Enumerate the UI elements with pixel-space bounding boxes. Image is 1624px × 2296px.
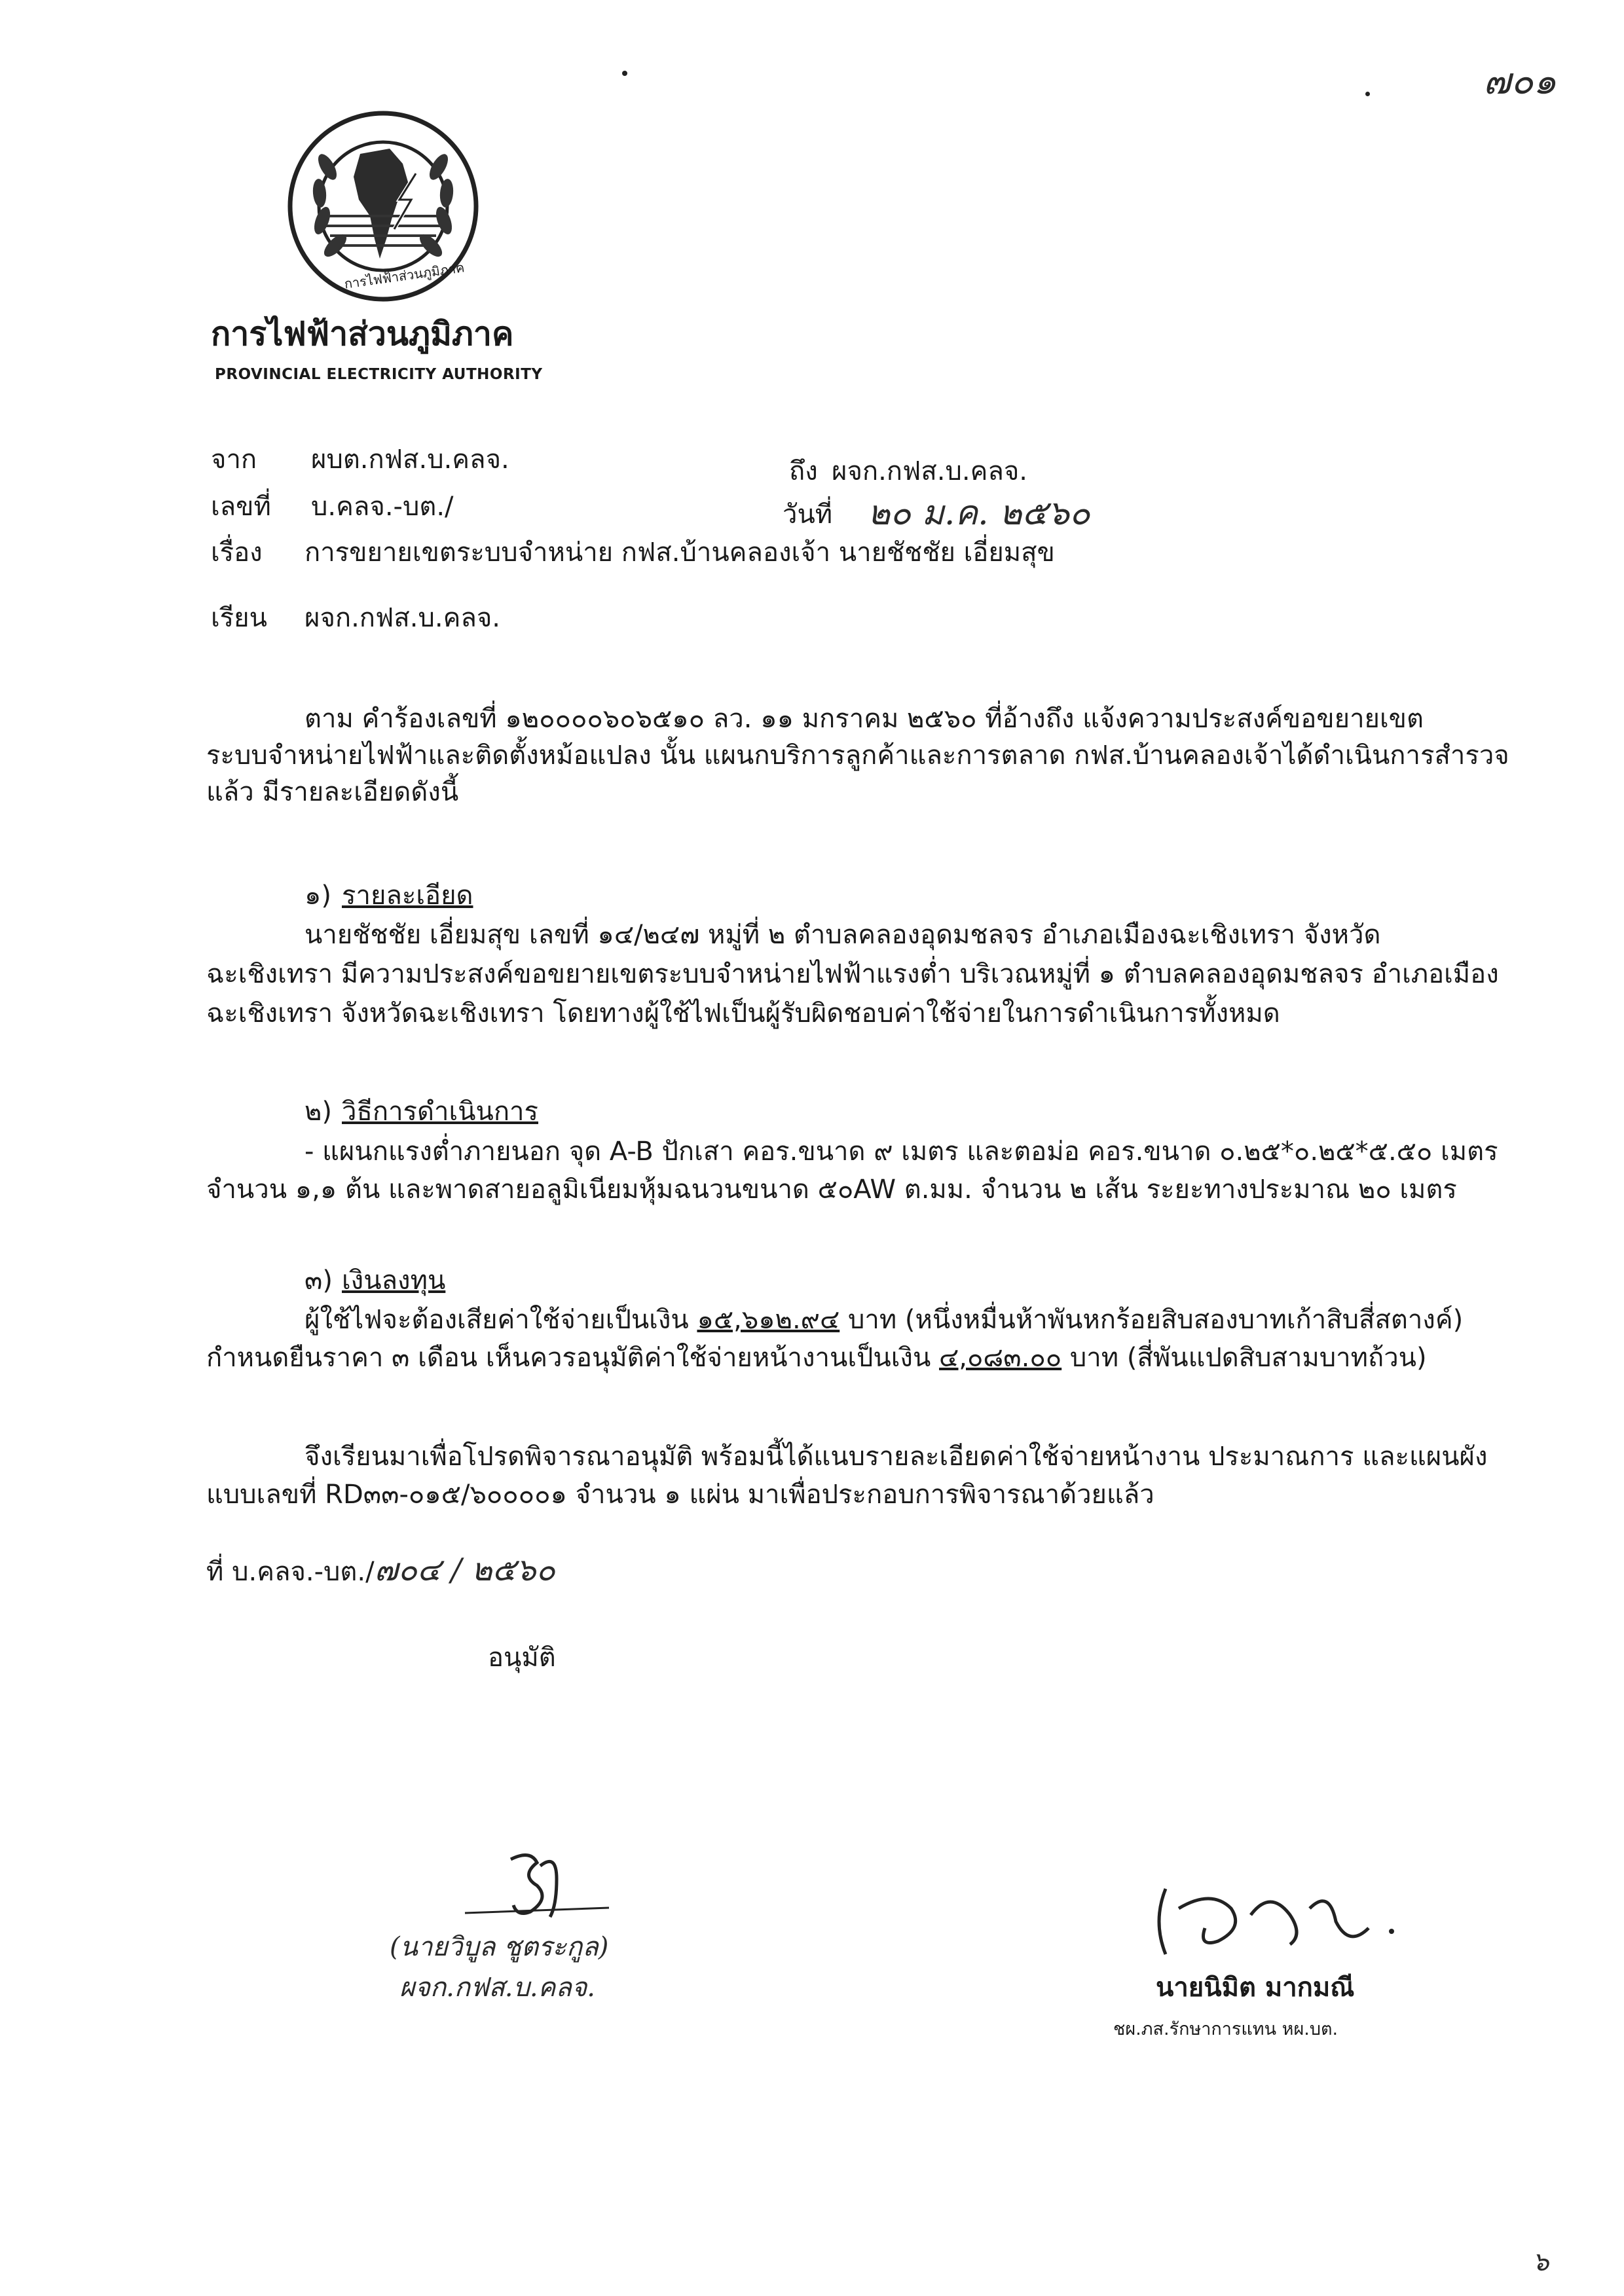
intro-line: ระบบจำหน่ายไฟฟ้าและติดตั้งหม้อแปลง นั้น แผนกบริการลูกค้าและการตลาด กฟส.บ้านคลองเจ้าได้ดำเนินการสำรวจ <box>206 740 1509 771</box>
section2-heading: วิธีการดำเนินการ <box>342 1097 538 1127</box>
corner-mark: ๗๐๑ <box>1483 60 1557 103</box>
section3-line2 <box>206 1341 1427 1375</box>
approval-label: อนุมัติ <box>488 1643 556 1673</box>
intro-line: แล้ว มีรายละเอียดดังนี้ <box>206 777 459 807</box>
reference-number <box>206 1553 555 1589</box>
date-value: ๒๐ ม.ค. ๒๕๖๐ <box>868 494 1090 533</box>
closing-line: จึงเรียนมาเพื่อโปรดพิจารณาอนุมัติ พร้อมนี้ได้แนบรายละเอียดค่าใช้จ่ายหน้างาน ประมาณการ และแผนผัง <box>304 1442 1488 1472</box>
number-value: บ.คลจ.-บต./ <box>311 492 454 522</box>
date-label: วันที่ <box>783 500 833 530</box>
pea-logo <box>282 108 485 304</box>
section2-body <box>206 1133 1498 1209</box>
site-cost-amount: ๔,๐๘๓.๐๐ <box>939 1343 1062 1373</box>
number-label: เลขที่ <box>211 492 271 522</box>
subject-label: เรื่อง <box>211 538 263 568</box>
reference-handwritten: ๗๐๔ / ๒๕๖๐ <box>374 1552 555 1588</box>
cost-text: กำหนดยืนราคา ๓ เดือน เห็นควรอนุมัติค่าใช้จ่ายหน้างานเป็นเงิน <box>206 1343 940 1373</box>
section1-line: นายชัชชัย เอี่ยมสุข เลขที่ ๑๔/๒๔๗ หมู่ที่ ๒ ตำบลคลองอุดมชลจร อำเภอเมืองฉะเชิงเทรา จังหวัด <box>304 920 1381 950</box>
org-name-english: PROVINCIAL ELECTRICITY AUTHORITY <box>215 366 543 383</box>
section3-number: ๓) <box>304 1266 333 1296</box>
section1-number: ๑) <box>304 881 331 911</box>
logo-arc-text: การไฟฟ้าส่วนภูมิภาค <box>343 259 466 292</box>
closing-paragraph <box>206 1438 1488 1514</box>
intro-paragraph <box>206 701 1509 811</box>
closing-line: แบบเลขที่ RD๓๓-๐๑๕/๖๐๐๐๐๑ จำนวน ๑ แผ่น มาเพื่อประกอบการพิจารณาด้วยแล้ว <box>206 1480 1154 1510</box>
intro-line: ตาม คำร้องเลขที่ ๑๒๐๐๐๐๖๐๖๕๑๐ ลว. ๑๑ มกราคม ๒๕๖๐ ที่อ้างถึง แจ้งความประสงค์ขอขยายเขต <box>304 704 1424 734</box>
salutation-label: เรียน <box>211 603 267 633</box>
to-label: ถึง <box>789 456 818 486</box>
from-label: จาก <box>211 445 257 475</box>
cost-text: ผู้ใช้ไฟจะต้องเสียค่าใช้จ่ายเป็นเงิน <box>304 1305 697 1335</box>
section1-body <box>206 915 1499 1033</box>
left-signatory-name: (นายวิบูล ชูตระกูล) <box>390 1932 609 1962</box>
section2-line: จำนวน ๑,๑ ต้น และพาดสายอลูมิเนียมหุ้มฉนวนขนาด ๕๐AW ต.มม. จำนวน ๒ เส้น ระยะทางประมาณ ๒๐ เมตร <box>206 1175 1457 1205</box>
dot-mark <box>1365 92 1370 96</box>
section1-line: ฉะเชิงเทรา จังหวัดฉะเชิงเทรา โดยทางผู้ใช้ไฟเป็นผู้รับผิดชอบค่าใช้จ่ายในการดำเนินการทั้งหมด <box>206 998 1280 1029</box>
cost-text: บาท (สี่พันแปดสิบสามบาทถ้วน) <box>1061 1343 1427 1373</box>
right-signatory-position: ชผ.ภส.รักษาการแทน หผ.บต. <box>1113 2019 1338 2039</box>
right-signature-mark <box>1139 1863 1414 1967</box>
section2-number: ๒) <box>304 1097 332 1127</box>
dot-mark <box>622 71 627 76</box>
total-cost-amount: ๑๕,๖๑๒.๙๔ <box>697 1305 840 1335</box>
section1-heading: รายละเอียด <box>342 881 473 911</box>
from-value: ผบต.กฟส.บ.คลจ. <box>311 445 509 475</box>
org-name-thai: การไฟฟ้าส่วนภูมิภาค <box>211 315 514 353</box>
section2-line: - แผนกแรงต่ำภายนอก จุด A-B ปักเสา คอร.ขนาด ๙ เมตร และตอม่อ คอร.ขนาด ๐.๒๕*๐.๒๕*๕.๕๐ เมตร <box>304 1137 1498 1167</box>
section1-line: ฉะเชิงเทรา มีความประสงค์ขอขยายเขตระบบจำหน่ายไฟฟ้าแรงต่ำ บริเวณหมู่ที่ ๑ ตำบลคลองอุดมชลจร อำเภอเมือง <box>206 959 1499 989</box>
section3-line1 <box>304 1303 1463 1337</box>
section3-heading: เงินลงทุน <box>342 1266 446 1296</box>
subject-value: การขยายเขตระบบจำหน่าย กฟส.บ้านคลองเจ้า นายชัชชัย เอี่ยมสุข <box>304 538 1055 568</box>
right-signatory-name: นายนิมิต มากมณี <box>1156 1973 1355 2003</box>
to-value: ผจก.กฟส.บ.คลจ. <box>832 456 1028 486</box>
left-signatory-position: ผจก.กฟส.บ.คลจ. <box>399 1973 596 2003</box>
salutation-value: ผจก.กฟส.บ.คลจ. <box>304 603 501 633</box>
left-signature-mark <box>458 1840 616 1931</box>
reference-prefix: ที่ บ.คลจ.-บต./ <box>206 1557 375 1587</box>
page-mark: ๖ <box>1532 2247 1549 2277</box>
cost-text: บาท (หนึ่งหมื่นห้าพันหกร้อยสิบสองบาทเก้าสิบสี่สตางค์) <box>840 1305 1464 1335</box>
